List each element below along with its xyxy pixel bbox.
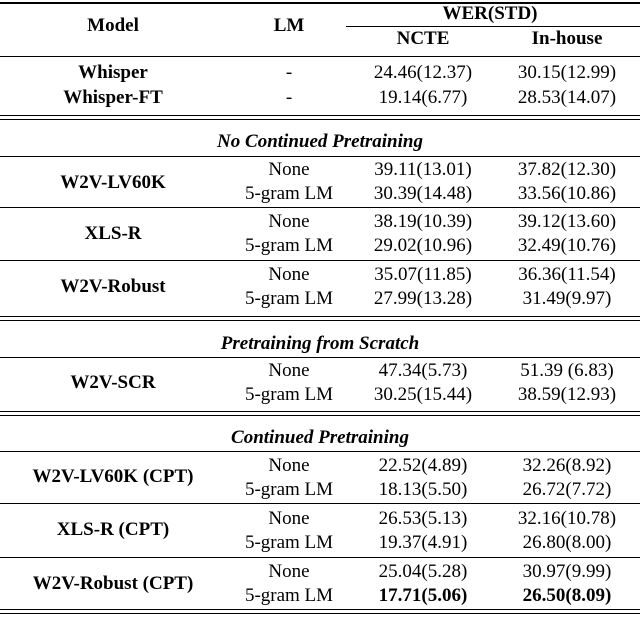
- model-cell: XLS-R: [84, 223, 142, 244]
- lm-cell: 5-gram LM: [244, 585, 334, 606]
- group-rule: [0, 503, 640, 504]
- lm-cell: None: [268, 508, 310, 529]
- inhouse-cell: 26.72(7.72): [522, 479, 612, 500]
- double-rule: [0, 415, 640, 416]
- model-cell: W2V-SCR: [70, 372, 156, 393]
- ncte-cell: 47.34(5.73): [378, 360, 468, 381]
- ncte-cell: 25.04(5.28): [378, 561, 468, 582]
- lm-cell: 5-gram LM: [244, 235, 334, 256]
- ncte-cell: 18.13(5.50): [378, 479, 468, 500]
- ncte-cell: 27.99(13.28): [373, 288, 473, 309]
- inhouse-cell: 36.36(11.54): [518, 264, 616, 285]
- inhouse-cell: 32.16(10.78): [517, 508, 617, 529]
- inhouse-cell: 38.59(12.93): [517, 384, 617, 405]
- header-lm: LM: [273, 15, 305, 36]
- header-wer: WER(STD): [442, 3, 538, 24]
- group-rule: [0, 207, 640, 208]
- group-rule: [0, 557, 640, 558]
- header-ncte: NCTE: [396, 28, 450, 49]
- double-rule: [0, 411, 640, 412]
- double-rule: [0, 119, 640, 120]
- section-title: No Continued Pretraining: [217, 131, 423, 152]
- lm-cell: None: [268, 264, 310, 285]
- ncte-cell: 30.25(15.44): [373, 384, 473, 405]
- model-cell: XLS-R (CPT): [56, 519, 170, 540]
- lm-cell: -: [285, 87, 293, 108]
- lm-cell: 5-gram LM: [244, 479, 334, 500]
- ncte-cell: 22.52(4.89): [378, 455, 468, 476]
- header-model: Model: [87, 15, 139, 36]
- inhouse-cell: 37.82(12.30): [517, 159, 617, 180]
- model-cell: W2V-LV60K (CPT): [32, 466, 194, 487]
- header-rule: [0, 56, 640, 57]
- ncte-cell: 38.19(10.39): [373, 211, 473, 232]
- inhouse-cell: 31.49(9.97): [522, 288, 612, 309]
- inhouse-cell: 39.12(13.60): [517, 211, 617, 232]
- ncte-cell: 39.11(13.01): [374, 159, 472, 180]
- lm-cell: None: [268, 561, 310, 582]
- model-cell: Whisper: [78, 62, 148, 83]
- inhouse-cell: 32.26(8.92): [522, 455, 612, 476]
- lm-cell: None: [268, 211, 310, 232]
- lm-cell: None: [268, 360, 310, 381]
- lm-cell: 5-gram LM: [244, 384, 334, 405]
- section-rule: [0, 357, 640, 358]
- double-rule: [0, 115, 640, 116]
- bottom-rule: [0, 609, 640, 610]
- lm-cell: 5-gram LM: [244, 532, 334, 553]
- ncte-cell: 19.14(6.77): [378, 87, 468, 108]
- section-title: Pretraining from Scratch: [220, 333, 420, 354]
- inhouse-cell: 26.80(8.00): [522, 532, 612, 553]
- model-cell: W2V-Robust: [60, 276, 166, 297]
- inhouse-cell: 51.39 (6.83): [520, 360, 614, 381]
- section-rule: [0, 451, 640, 452]
- inhouse-cell: 30.15(12.99): [517, 62, 617, 83]
- lm-cell: 5-gram LM: [244, 183, 334, 204]
- section-rule: [0, 156, 640, 157]
- ncte-cell: 35.07(11.85): [374, 264, 472, 285]
- inhouse-cell: 33.56(10.86): [517, 183, 617, 204]
- double-rule: [0, 316, 640, 317]
- model-cell: W2V-LV60K: [60, 172, 166, 193]
- inhouse-cell: 28.53(14.07): [517, 87, 617, 108]
- lm-cell: None: [268, 159, 310, 180]
- double-rule: [0, 320, 640, 321]
- ncte-cell: 29.02(10.96): [373, 235, 473, 256]
- header-inhouse: In-house: [531, 28, 603, 49]
- section-title: Continued Pretraining: [231, 427, 409, 448]
- ncte-cell: 30.39(14.48): [373, 183, 473, 204]
- ncte-cell: 26.53(5.13): [378, 508, 468, 529]
- group-rule: [0, 260, 640, 261]
- ncte-cell: 24.46(12.37): [373, 62, 473, 83]
- ncte-cell: 19.37(4.91): [378, 532, 468, 553]
- inhouse-cell: 32.49(10.76): [517, 235, 617, 256]
- model-cell: W2V-Robust (CPT): [32, 573, 194, 594]
- inhouse-cell-best: 26.50(8.09): [522, 585, 612, 606]
- lm-cell: -: [285, 62, 293, 83]
- wer-underline: [346, 26, 640, 27]
- lm-cell: None: [268, 455, 310, 476]
- bottom-rule: [0, 613, 640, 614]
- inhouse-cell: 30.97(9.99): [522, 561, 612, 582]
- model-cell: Whisper-FT: [63, 87, 163, 108]
- ncte-cell-best: 17.71(5.06): [378, 585, 468, 606]
- lm-cell: 5-gram LM: [244, 288, 334, 309]
- top-rule: [0, 2, 640, 4]
